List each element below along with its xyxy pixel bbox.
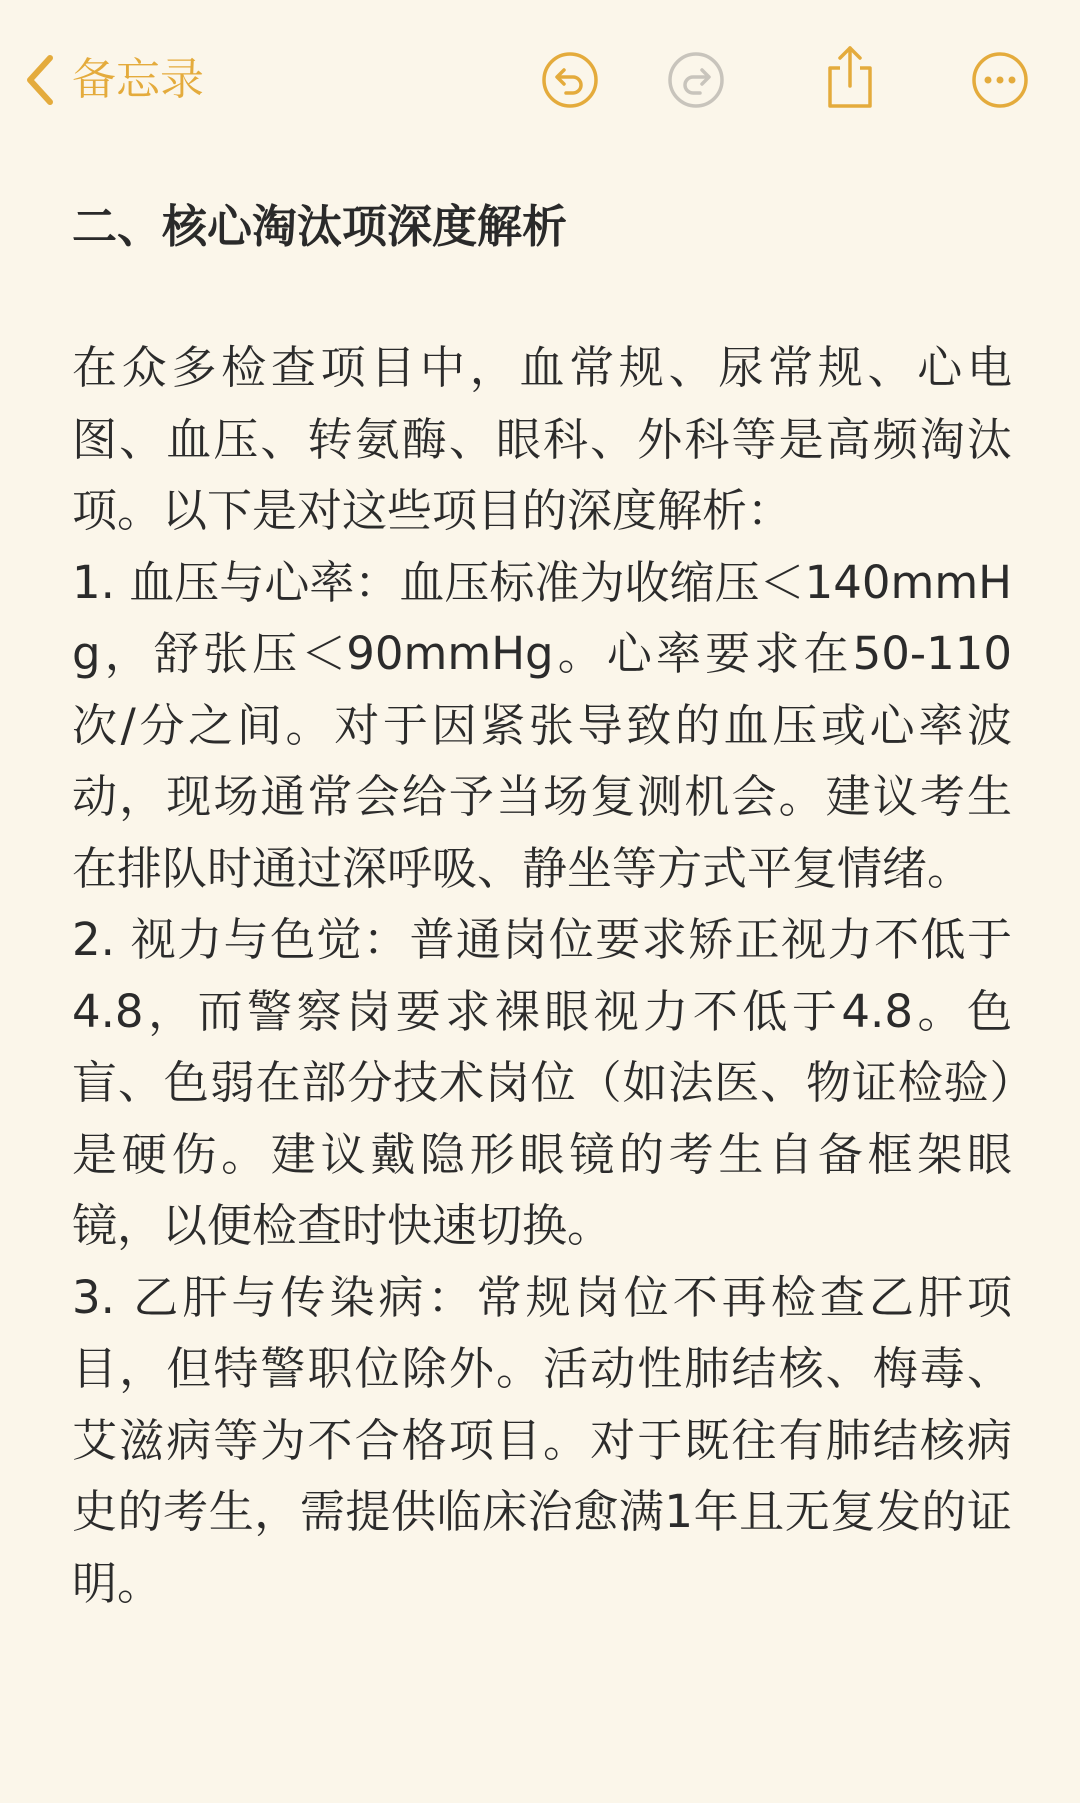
more-button[interactable] bbox=[970, 50, 1030, 110]
note-intro-paragraph: 在众多检查项目中，血常规、尿常规、心电图、血压、转氨酶、眼科、外科等是高频淘汰项。以下是对这些项目的深度解析： bbox=[72, 341, 1012, 537]
back-label: 备忘录 bbox=[72, 54, 204, 105]
share-button[interactable] bbox=[820, 44, 880, 104]
note-item-3: 3. 乙肝与传染病：常规岗位不再检查乙肝项目，但特警职位除外。活动性肺结核、梅毒、艾滋病等为不合格项目。对于既往有肺结核病史的考生，需提供临床治愈满1年且无复发的证明。 bbox=[72, 1270, 1012, 1610]
note-heading: 二、核心淘汰项深度解析 bbox=[72, 200, 568, 253]
note-item-1: 1. 血压与心率：血压标准为收缩压＜140mmHg，舒张压＜90mmHg。心率要求在50-110次/分之间。对于因紧张导致的血压或心率波动，现场通常会给予当场复测机会。建议考生在排队时通过深呼吸、静坐等方式平复情绪。 bbox=[72, 555, 1012, 895]
top-toolbar bbox=[0, 0, 1080, 165]
back-button[interactable] bbox=[22, 50, 204, 110]
chevron-left-icon bbox=[22, 52, 58, 108]
undo-button[interactable] bbox=[540, 50, 600, 110]
redo-icon bbox=[666, 50, 726, 110]
share-icon bbox=[820, 44, 880, 110]
note-content[interactable] bbox=[72, 192, 1012, 1619]
note-item-2: 2. 视力与色觉：普通岗位要求矫正视力不低于4.8，而警察岗要求裸眼视力不低于4.8。色盲、色弱在部分技术岗位（如法医、物证检验）是硬伤。建议戴隐形眼镜的考生自备框架眼镜，以便检查时快速切换。 bbox=[72, 913, 1012, 1252]
note-body bbox=[72, 332, 1012, 1619]
more-icon bbox=[970, 50, 1030, 110]
redo-button[interactable] bbox=[666, 50, 726, 110]
undo-icon bbox=[540, 50, 600, 110]
